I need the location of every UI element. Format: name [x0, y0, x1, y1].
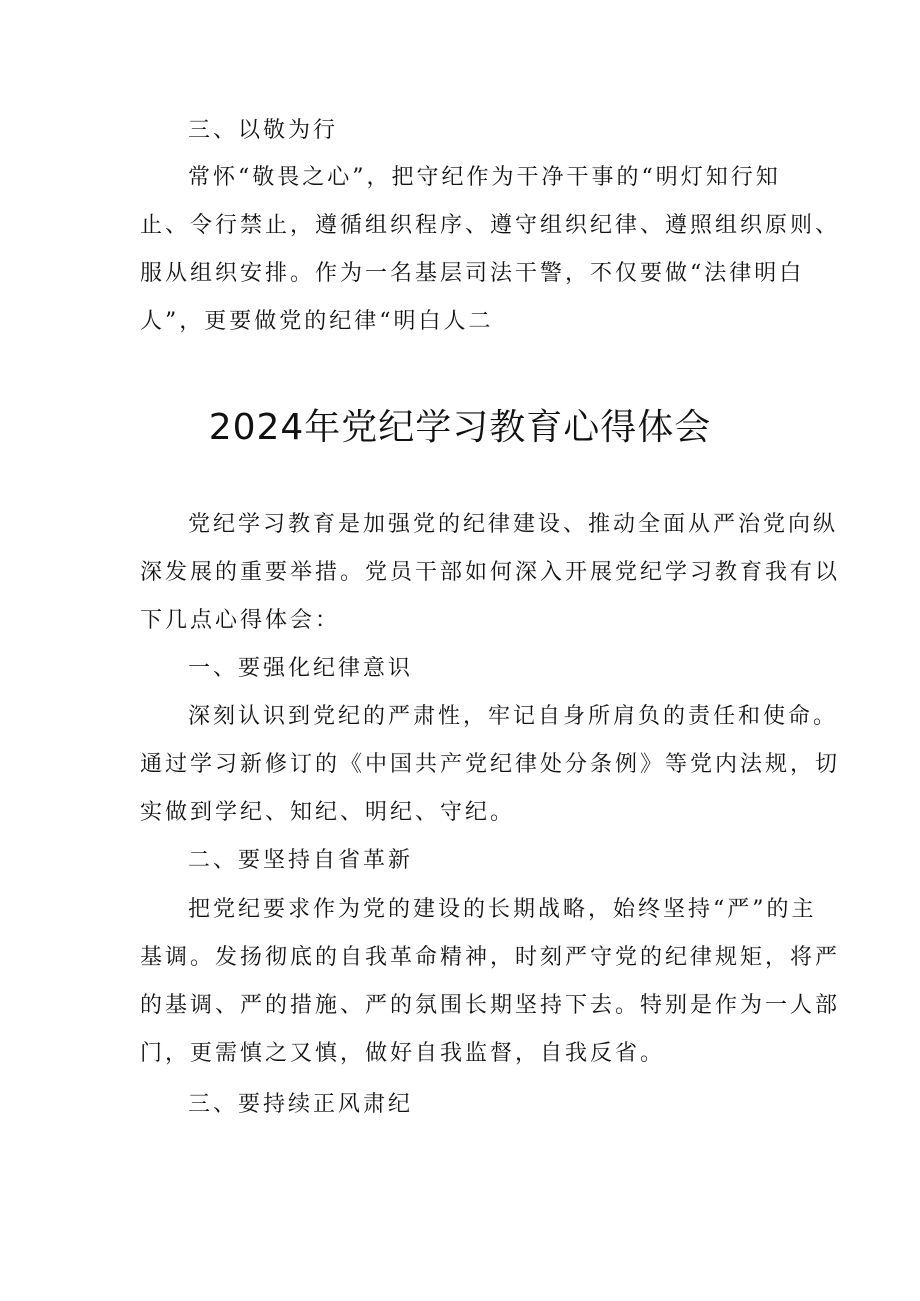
paragraph-line: 基调。发扬彻底的自我革命精神，时刻严守党的纪律规矩，将严 [140, 945, 841, 970]
paragraph-line: 把党纪要求作为党的建设的长期战略，始终坚持“严”的主 [188, 897, 817, 922]
document-title: 2024年党纪学习教育心得体会 [208, 407, 712, 448]
paragraph-line: 止、令行禁止，遵循组织程序、遵守组织纪律、遵照组织原则、 [140, 213, 841, 238]
paragraph-line: 的基调、严的措施、严的氛围长期坚持下去。特别是作为一人部 [140, 993, 841, 1018]
paragraph-line: 服从组织安排。作为一名基层司法干警，不仅要做“法律明白 [140, 261, 805, 286]
paragraph-line: 人”，更要做党的纪律“明白人二 [140, 309, 494, 334]
section-heading-self-reflection: 二、要坚持自省革新 [188, 848, 414, 873]
section-heading-respect: 三、以敬为行 [188, 118, 339, 143]
paragraph-line: 通过学习新修订的《中国共产党纪律处分条例》等党内法规，切 [140, 752, 841, 777]
paragraph-line: 下几点心得体会： [140, 608, 341, 633]
paragraph-line: 深发展的重要举措。党员干部如何深入开展党纪学习教育我有以 [140, 560, 841, 585]
paragraph-line: 深刻认识到党纪的严肃性，牢记自身所肩负的责任和使命。 [188, 704, 839, 729]
section-heading-discipline-awareness: 一、要强化纪律意识 [188, 656, 414, 681]
section-heading-rectify-style: 三、要持续正风肃纪 [188, 1092, 414, 1117]
paragraph-line: 门，更需慎之又慎，做好自我监督，自我反省。 [140, 1041, 666, 1066]
paragraph-line: 实做到学纪、知纪、明纪、守纪。 [140, 800, 516, 825]
paragraph-line: 常怀“敬畏之心”，把守纪作为干净干事的“明灯知行知 [188, 165, 781, 190]
paragraph-line: 党纪学习教育是加强党的纪律建设、推动全面从严治党向纵 [188, 512, 839, 537]
